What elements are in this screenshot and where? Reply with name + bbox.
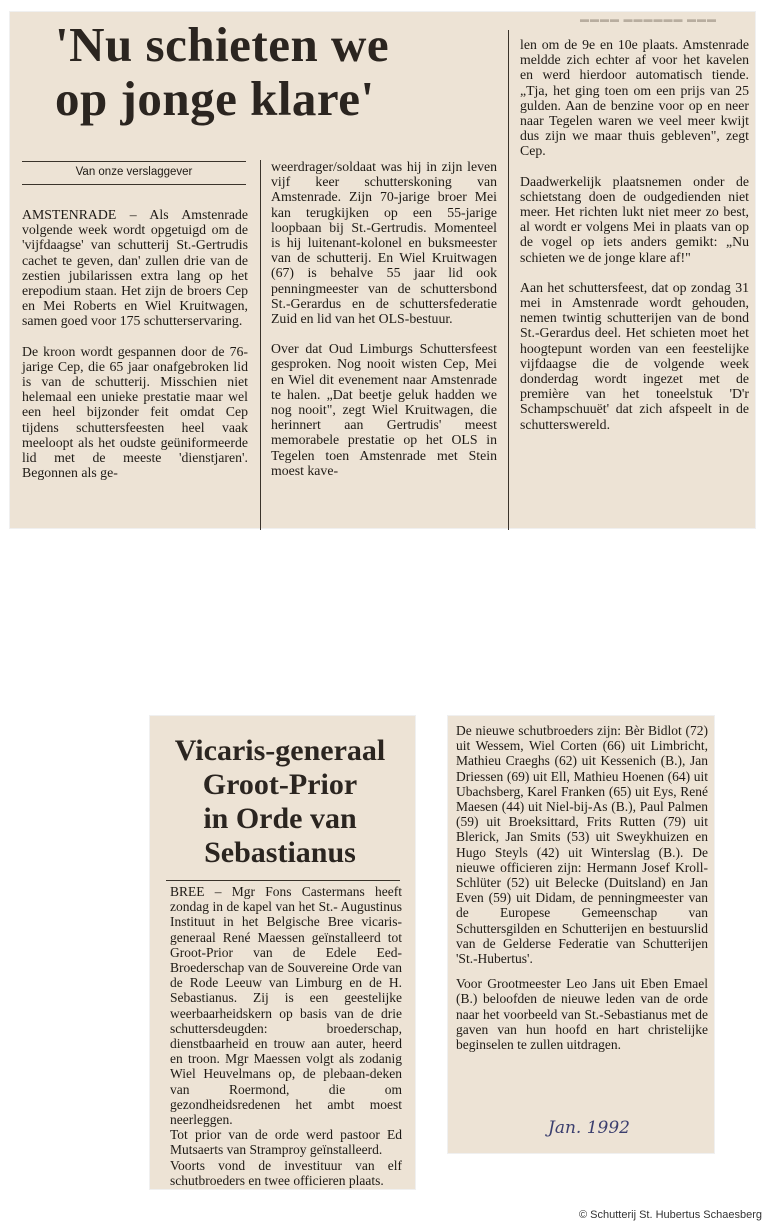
byline-rule-top — [22, 161, 246, 162]
paragraph: weerdrager/soldaat was hij in zijn leven vijf keer schutterskoning van Amstenrade. Zijn 70-jarige broer Mei kan terugkijken op een 55-jarige loopbaan bij St.-Gertrudis. Momenteel is hij luitenant-kolonel en buksmeester van de schutterij. En Wiel Kruitwagen (67) is behalve 55 jaar lid ook penningmeester van de schuttersbond St.-Gerardus en de schuttersfederatie Zuid en lid van het OLS-bestuur. — [271, 159, 497, 327]
clipping-edge-ghost-text: ▬▬▬▬ ▬▬▬▬▬▬ ▬▬▬ — [580, 14, 718, 24]
byline: Van onze verslaggever — [75, 166, 193, 178]
column-divider-1 — [260, 160, 261, 530]
paragraph: De kroon wordt gespannen door de 76-jarige Cep, die 65 jaar onafgebroken lid is van de schutterij. Misschien niet helemaal een unieke prestatie maar wel een heel bijzonder feit omdat Cep tijdens schuttersfeesten heel vaak meeloopt als het oudste geüniformeerde lid met de meeste 'dienstjaren'. Begonnen als ge- — [22, 343, 248, 481]
column-divider-2 — [508, 30, 509, 530]
paragraph: len om de 9e en 10e plaats. Amstenrade meldde zich echter af voor het kavelen en werd hierdoor automatisch tiende. „Tja, het ging toen om een prijs van 25 gulden. Aan de benzine voor op en neer naar Tegelen waren we veel meer kwijt dus zijn we maar thuis gebleven", zegt Cep. — [520, 37, 749, 159]
handwritten-date: Jan. 1992 — [548, 1118, 630, 1138]
article2-column-1 — [170, 884, 402, 1188]
headline-2-rule — [166, 880, 400, 881]
paragraph: Tot prior van de orde werd pastoor Ed Mutsaerts van Stramproy geïnstalleerd. — [170, 1127, 402, 1158]
paragraph: Aan het schuttersfeest, dat op zondag 31 mei in Amstenrade wordt gehouden, nemen twintig schutterijen van de bond St.-Gerardus deel. Het schieten moet het hoogtepunt worden van een feestelijke vijfdaagse die de volgende week donderdag wordt ingezet met de première van het toneelstuk 'D'r Schampschuuët' dat zich afspeelt in de schutterswereld. — [520, 279, 749, 432]
copyright-credit: © Schutterij St. Hubertus Schaesberg — [579, 1209, 762, 1221]
article1-column-1 — [22, 207, 248, 480]
headline-1: 'Nu schieten we op jonge klare' — [55, 17, 390, 126]
article2-column-2 — [456, 723, 708, 1052]
article1-column-3 — [520, 37, 749, 432]
paragraph: Over dat Oud Limburgs Schuttersfeest gesproken. Nog nooit wisten Cep, Mei en Wiel dit evenement naar Amstenrade te halen. „Dat beetje geluk hadden we nog nooit", zegt Wiel Kruitwagen, die herinnert aan Gertrudis' meest memorabele prestatie op het OLS in Tegelen toen Amstenrade met Stein moest kave- — [271, 341, 497, 478]
paragraph: BREE – Mgr Fons Castermans heeft zondag in de kapel van het St.- Augustinus Instituut in het Belgische Bree vicaris-generaal René Maessen geïnstalleerd tot Groot-Prior van de Edele Eed-Broederschap van de Souvereine Orde van de Rode Leeuw van Limburg en de H. Sebastianus. Zij is een geestelijke weerbaarheidskern op basis van de drie schuttersdeugden: broederschap, dienstbaarheid en trouw aan auter, heerd en troon. Mgr Maessen volgt als zodanig Wiel Heuvelmans op, de plebaan-deken van Roermond, die om gezondheidsredenen het ambt moest neerleggen. — [170, 884, 402, 1128]
paragraph: Voorts vond de investituur van elf schutbroeders en twee officieren plaats. — [170, 1157, 402, 1188]
headline-2: Vicaris-generaal Groot-Prior in Orde van Sebastianus — [174, 734, 386, 869]
paragraph: AMSTENRADE – Als Amstenrade volgende week wordt opgetuigd om de 'vijfdaagse' van schutterij St.-Gertrudis cachet te geven, dan' zullen drie van de zestien jubilarissen extra lang op het erepodium staan. Het zijn de broers Cep en Mei Roberts en Wiel Kruitwagen, samen goed voor 175 schutterservaring. — [22, 207, 248, 329]
article1-column-2 — [271, 159, 497, 478]
paragraph: De nieuwe schutbroeders zijn: Bèr Bidlot (72) uit Wessem, Wiel Corten (66) uit Limbricht, Mathieu Craeghs (62) uit Kessenich (B.), Jan Driessen (69) uit Ell, Mathieu Hoenen (64) uit Ubachsberg, Karel Franken (65) uit Eys, René Maesen (44) uit Niel-bij-As (B.), Paul Palmen (59) uit Broeksittard, Frits Rutten (79) uit Blerick, Jan Smits (53) uit Sweykhuizen en Hugo Steyls (42) uit Winterslag (B.). De nieuwe officieren zijn: Hermann Josef Kroll-Schlüter (52) uit Belecke (Duitsland) en Jan Even (59) uit Didam, de penningmeester van de Europese Gemeenschap van Schuttersgilden en Schutterijen en bestuurslid van de Gelderse Federatie van Schutterijen 'St.-Hubertus'. — [456, 723, 708, 967]
paragraph: Voor Grootmeester Leo Jans uit Eben Emael (B.) beloofden de nieuwe leden van de orde naar het voorbeeld van St.-Sebastianus met de gaven van hun hoofd en hart christelijke beginselen te zullen uitdragen. — [456, 976, 708, 1053]
byline-rule-bottom — [22, 184, 246, 185]
paragraph: Daadwerkelijk plaatsnemen onder de schietstang doen de oudgedienden niet meer. Het richten lukt niet meer zo best, al wordt er volgens Mei in plaats van op de vogel op iets anders gemikt: „Nu schieten we de jonge klare af!" — [520, 173, 749, 265]
